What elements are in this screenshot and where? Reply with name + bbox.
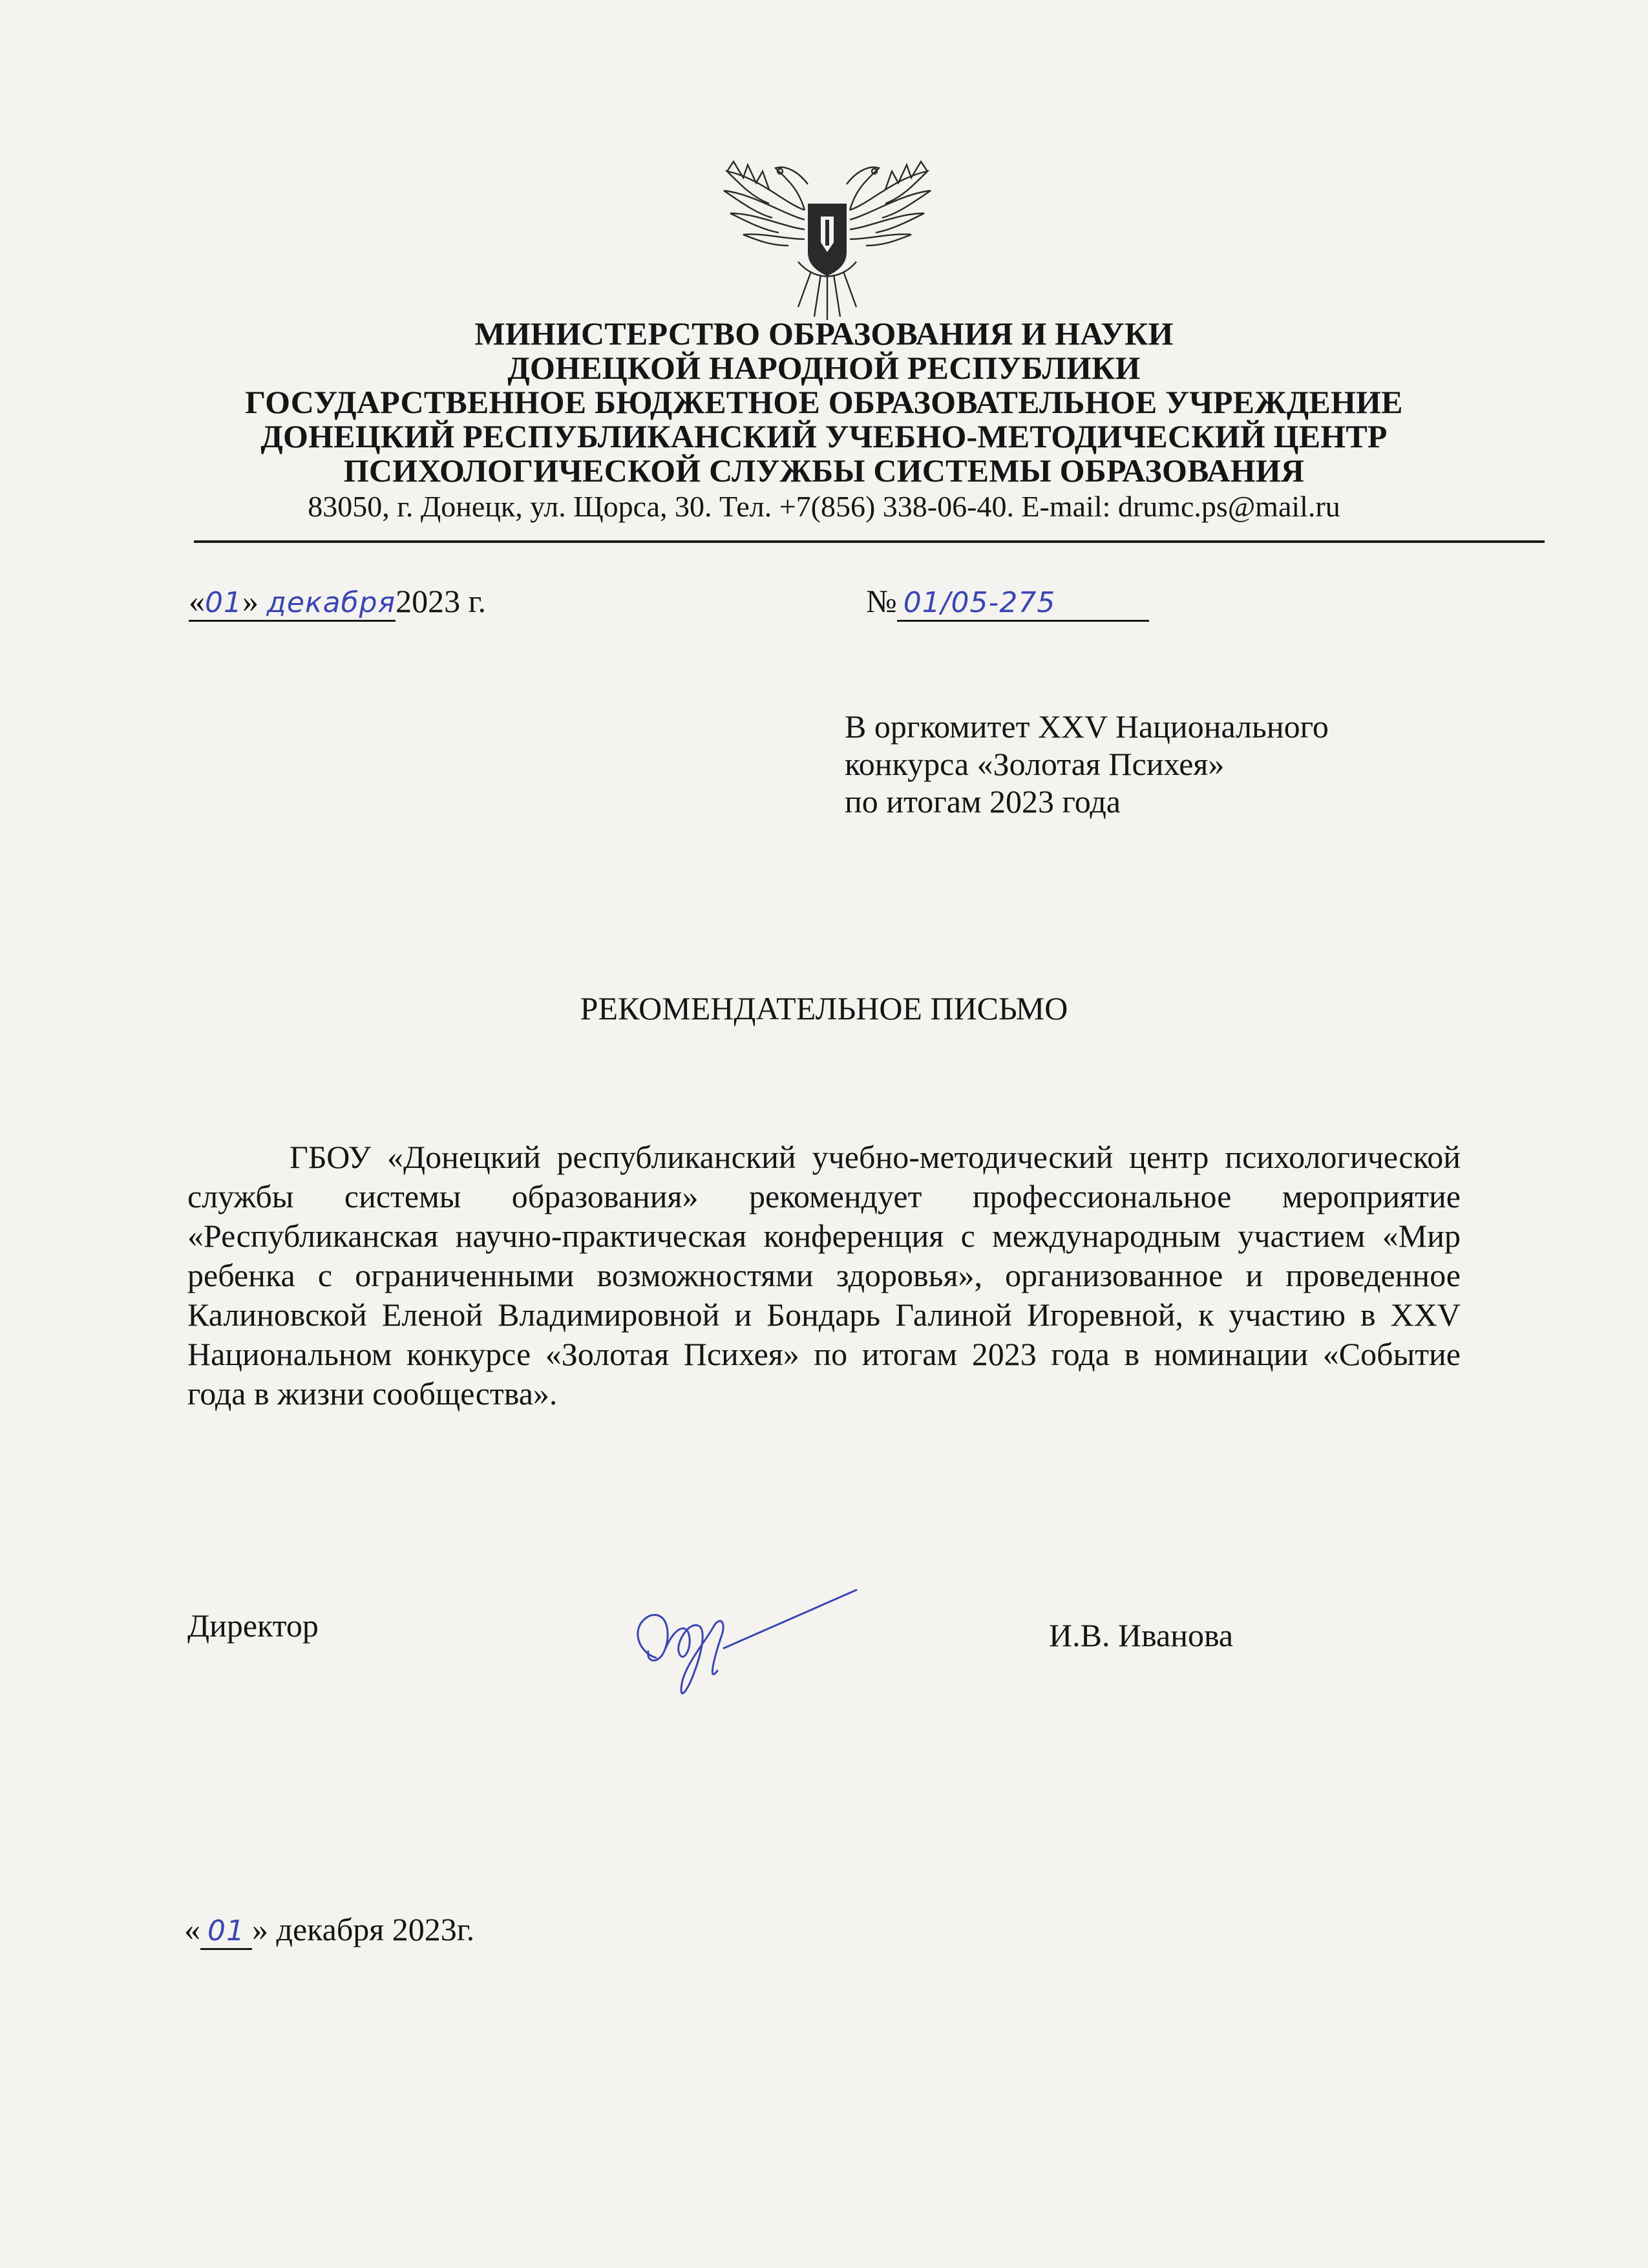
- ministry-name: МИНИСТЕРСТВО ОБРАЗОВАНИЯ И НАУКИ: [474, 315, 1174, 352]
- handwritten-number: 01/05-275: [897, 586, 1149, 622]
- handwritten-month: декабря: [266, 586, 396, 619]
- institution-name: ДОНЕЦКИЙ РЕСПУБЛИКАНСКИЙ УЧЕБНО-МЕТОДИЧЕСКИЙ ЦЕНТР: [260, 418, 1388, 454]
- handwritten-signature: [617, 1587, 863, 1710]
- letter-date: [189, 582, 486, 622]
- addressee-block: [845, 708, 1329, 820]
- handwritten-bottom-day: 01: [200, 1914, 252, 1950]
- number-sign: №: [866, 583, 897, 619]
- contact-address: 83050, г. Донецк, ул. Щорса, 30. Тел. +7(856) 338-06-40. E-mail: drumc.ps@mail.ru: [308, 490, 1340, 523]
- coat-of-arms-icon: [708, 132, 947, 323]
- bottom-date: [184, 1910, 474, 1950]
- letter-body: ГБОУ «Донецкий республиканский учебно-методический центр психологической службы системы образования» рекомендует профессиональное мероприятие «Республиканская научно-практическая конференция с международным участием «Мир ребенка с ограниченными возможностями здоровья», организованное и проведенное Калиновской Еленой Владимировной и Бондарь Галиной Игоревной, к участию в XXV Национальном конкурсе «Золотая Психея» по итогам 2023 года в номинации «Событие года в жизни сообщества».: [187, 1139, 1461, 1412]
- bottom-date-quote: «: [184, 1911, 200, 1947]
- addressee-line: конкурса «Золотая Психея»: [845, 746, 1225, 782]
- date-year: 2023 г.: [396, 583, 486, 619]
- signer-role: Директор: [187, 1607, 319, 1644]
- institution-type: ГОСУДАРСТВЕННОЕ БЮДЖЕТНОЕ ОБРАЗОВАТЕЛЬНОЕ УЧРЕЖДЕНИЕ: [245, 384, 1403, 420]
- institution-name-cont: ПСИХОЛОГИЧЕСКОЙ СЛУЖБЫ СИСТЕМЫ ОБРАЗОВАНИЯ: [343, 452, 1305, 489]
- date-quote-open: «: [189, 583, 205, 619]
- handwritten-day: 01: [205, 586, 242, 619]
- bottom-date-rest: » декабря 2023г.: [252, 1911, 475, 1947]
- header-divider: [194, 540, 1545, 543]
- addressee-line: по итогам 2023 года: [845, 783, 1121, 820]
- date-field: [189, 584, 396, 622]
- signer-name: И.В. Иванова: [1049, 1617, 1234, 1653]
- letterhead: [187, 317, 1461, 524]
- republic-name: ДОНЕЦКОЙ НАРОДНОЙ РЕСПУБЛИКИ: [507, 350, 1141, 386]
- date-quote-close: »: [242, 583, 259, 619]
- document-title: РЕКОМЕНДАТЕЛЬНОЕ ПИСЬМО: [580, 990, 1068, 1026]
- addressee-line: В оргкомитет XXV Национального: [845, 708, 1329, 745]
- letter-number: [866, 582, 1149, 622]
